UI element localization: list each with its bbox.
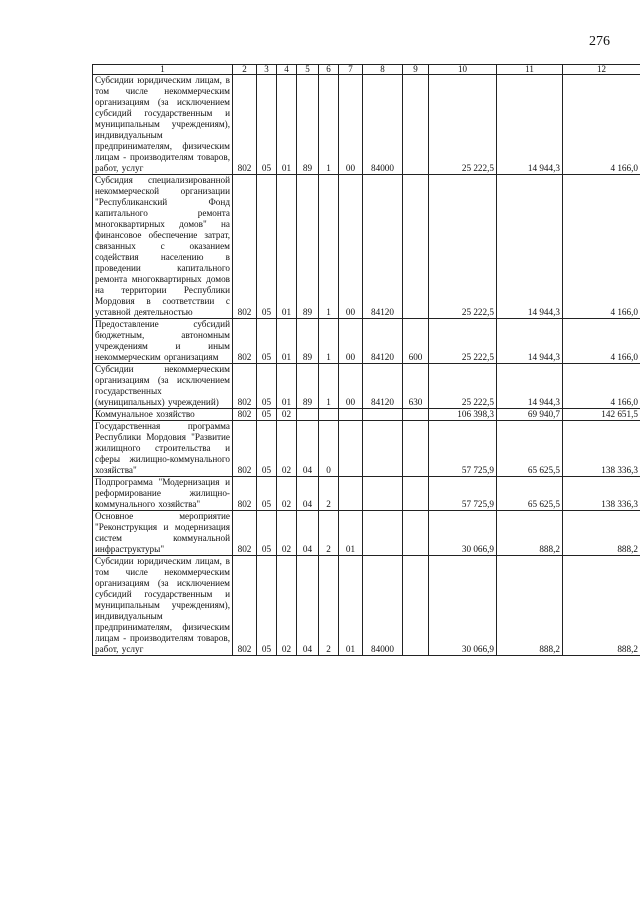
expense-type-cell: 600 xyxy=(403,319,429,364)
section-cell: 05 xyxy=(257,409,277,421)
direction-cell xyxy=(363,477,403,511)
section-cell: 05 xyxy=(257,319,277,364)
ministry-code-cell: 802 xyxy=(233,409,257,421)
program-cell: 89 xyxy=(297,319,319,364)
header-row xyxy=(93,65,640,75)
amount-col11-cell: 65 625,5 xyxy=(497,421,563,477)
expense-type-cell xyxy=(403,556,429,656)
header-cell: 10 xyxy=(429,65,497,75)
table-row xyxy=(93,319,640,364)
amount-col11-cell: 888,2 xyxy=(497,511,563,556)
table-row xyxy=(93,556,640,656)
program-cell: 04 xyxy=(297,556,319,656)
table-row xyxy=(93,421,640,477)
amount-col12-cell: 138 336,3 xyxy=(563,477,640,511)
item-name-cell: Предоставление субсидий бюджетным, автономным учреждениям и иным некоммерческим организациям xyxy=(93,319,233,364)
direction-cell: 84120 xyxy=(363,175,403,319)
subsection-cell: 01 xyxy=(277,175,297,319)
amount-col12-cell: 4 166,0 xyxy=(563,364,640,409)
program-cell: 89 xyxy=(297,364,319,409)
header-cell: 7 xyxy=(339,65,363,75)
program-cell xyxy=(297,409,319,421)
ministry-code-cell: 802 xyxy=(233,175,257,319)
header-cell: 3 xyxy=(257,65,277,75)
amount-col10-cell: 25 222,5 xyxy=(429,364,497,409)
section-cell: 05 xyxy=(257,175,277,319)
table-row xyxy=(93,75,640,175)
section-cell: 05 xyxy=(257,364,277,409)
subsection-cell: 01 xyxy=(277,319,297,364)
subprogram-cell: 2 xyxy=(319,556,339,656)
section-cell: 05 xyxy=(257,75,277,175)
amount-col11-cell: 14 944,3 xyxy=(497,319,563,364)
program-cell: 89 xyxy=(297,175,319,319)
direction-cell: 84000 xyxy=(363,75,403,175)
amount-col10-cell: 57 725,9 xyxy=(429,477,497,511)
expense-type-cell xyxy=(403,477,429,511)
item-name-cell: Субсидии юридическим лицам, в том числе некоммерческим организациям (за исключением субсидий государственным и муниципальным учреждениям), индивидуальным предпринимателям, физическим лицам - производителям товаров, работ, услуг xyxy=(93,75,233,175)
amount-col11-cell: 69 940,7 xyxy=(497,409,563,421)
amount-col12-cell: 4 166,0 xyxy=(563,75,640,175)
ministry-code-cell: 802 xyxy=(233,511,257,556)
measure-cell: 00 xyxy=(339,364,363,409)
amount-col10-cell: 25 222,5 xyxy=(429,175,497,319)
table-row xyxy=(93,477,640,511)
measure-cell: 00 xyxy=(339,75,363,175)
amount-col10-cell: 25 222,5 xyxy=(429,75,497,175)
header-cell: 12 xyxy=(563,65,640,75)
direction-cell xyxy=(363,511,403,556)
amount-col12-cell: 888,2 xyxy=(563,511,640,556)
amount-col10-cell: 25 222,5 xyxy=(429,319,497,364)
expense-type-cell xyxy=(403,511,429,556)
subsection-cell: 02 xyxy=(277,421,297,477)
subprogram-cell: 1 xyxy=(319,319,339,364)
subprogram-cell: 0 xyxy=(319,421,339,477)
program-cell: 04 xyxy=(297,477,319,511)
budget-table xyxy=(92,64,640,656)
measure-cell: 00 xyxy=(339,175,363,319)
table-row xyxy=(93,175,640,319)
amount-col10-cell: 106 398,3 xyxy=(429,409,497,421)
subsection-cell: 01 xyxy=(277,364,297,409)
header-cell: 8 xyxy=(363,65,403,75)
measure-cell: 01 xyxy=(339,556,363,656)
ministry-code-cell: 802 xyxy=(233,319,257,364)
header-cell: 4 xyxy=(277,65,297,75)
subprogram-cell: 1 xyxy=(319,175,339,319)
header-cell: 6 xyxy=(319,65,339,75)
expense-type-cell xyxy=(403,409,429,421)
header-cell: 5 xyxy=(297,65,319,75)
header-cell: 1 xyxy=(93,65,233,75)
amount-col12-cell: 142 651,5 xyxy=(563,409,640,421)
amount-col10-cell: 30 066,9 xyxy=(429,556,497,656)
measure-cell: 01 xyxy=(339,511,363,556)
expense-type-cell xyxy=(403,421,429,477)
table-row xyxy=(93,364,640,409)
header-cell: 9 xyxy=(403,65,429,75)
subprogram-cell: 1 xyxy=(319,364,339,409)
expense-type-cell xyxy=(403,175,429,319)
ministry-code-cell: 802 xyxy=(233,421,257,477)
measure-cell xyxy=(339,409,363,421)
item-name-cell: Государственная программа Республики Мордовия "Развитие жилищного строительства и сферы жилищно-коммунального хозяйства" xyxy=(93,421,233,477)
amount-col10-cell: 57 725,9 xyxy=(429,421,497,477)
amount-col11-cell: 14 944,3 xyxy=(497,175,563,319)
subprogram-cell: 2 xyxy=(319,477,339,511)
header-cell: 2 xyxy=(233,65,257,75)
amount-col12-cell: 888,2 xyxy=(563,556,640,656)
item-name-cell: Субсидии юридическим лицам, в том числе некоммерческим организациям (за исключением субсидий государственным и муниципальным учреждениям), индивидуальным предпринимателям, физическим лицам - производителям товаров, работ, услуг xyxy=(93,556,233,656)
expense-type-cell: 630 xyxy=(403,364,429,409)
program-cell: 04 xyxy=(297,511,319,556)
direction-cell: 84120 xyxy=(363,319,403,364)
item-name-cell: Основное мероприятие "Реконструкция и модернизация систем коммунальной инфраструктуры" xyxy=(93,511,233,556)
direction-cell xyxy=(363,409,403,421)
amount-col10-cell: 30 066,9 xyxy=(429,511,497,556)
item-name-cell: Субсидии некоммерческим организациям (за исключением государственных (муниципальных) учреждений) xyxy=(93,364,233,409)
amount-col12-cell: 4 166,0 xyxy=(563,319,640,364)
section-cell: 05 xyxy=(257,477,277,511)
header-cell: 11 xyxy=(497,65,563,75)
section-cell: 05 xyxy=(257,556,277,656)
program-cell: 89 xyxy=(297,75,319,175)
amount-col12-cell: 4 166,0 xyxy=(563,175,640,319)
amount-col11-cell: 888,2 xyxy=(497,556,563,656)
amount-col11-cell: 14 944,3 xyxy=(497,75,563,175)
amount-col11-cell: 65 625,5 xyxy=(497,477,563,511)
table-row xyxy=(93,409,640,421)
page-number: 276 xyxy=(589,34,610,49)
subprogram-cell xyxy=(319,409,339,421)
ministry-code-cell: 802 xyxy=(233,477,257,511)
amount-col12-cell: 138 336,3 xyxy=(563,421,640,477)
table-row xyxy=(93,511,640,556)
item-name-cell: Подпрограмма "Модернизация и реформирование жилищно-коммунального хозяйства" xyxy=(93,477,233,511)
amount-col11-cell: 14 944,3 xyxy=(497,364,563,409)
subsection-cell: 02 xyxy=(277,556,297,656)
direction-cell: 84000 xyxy=(363,556,403,656)
expense-type-cell xyxy=(403,75,429,175)
direction-cell xyxy=(363,421,403,477)
section-cell: 05 xyxy=(257,421,277,477)
section-cell: 05 xyxy=(257,511,277,556)
measure-cell xyxy=(339,421,363,477)
subprogram-cell: 2 xyxy=(319,511,339,556)
ministry-code-cell: 802 xyxy=(233,556,257,656)
subsection-cell: 02 xyxy=(277,511,297,556)
program-cell: 04 xyxy=(297,421,319,477)
measure-cell: 00 xyxy=(339,319,363,364)
subsection-cell: 01 xyxy=(277,75,297,175)
subsection-cell: 02 xyxy=(277,477,297,511)
item-name-cell: Субсидия специализированной некоммерческой организации "Республиканский Фонд капитального ремонта многоквартирных домов" на финансовое обеспечение затрат, связанных с оказанием содействия населению в проведении капитального ремонта многоквартирных домов на территории Республики Мордовия в соответствии с уставной деятельностью xyxy=(93,175,233,319)
measure-cell xyxy=(339,477,363,511)
ministry-code-cell: 802 xyxy=(233,75,257,175)
subsection-cell: 02 xyxy=(277,409,297,421)
item-name-cell: Коммунальное хозяйство xyxy=(93,409,233,421)
ministry-code-cell: 802 xyxy=(233,364,257,409)
direction-cell: 84120 xyxy=(363,364,403,409)
subprogram-cell: 1 xyxy=(319,75,339,175)
